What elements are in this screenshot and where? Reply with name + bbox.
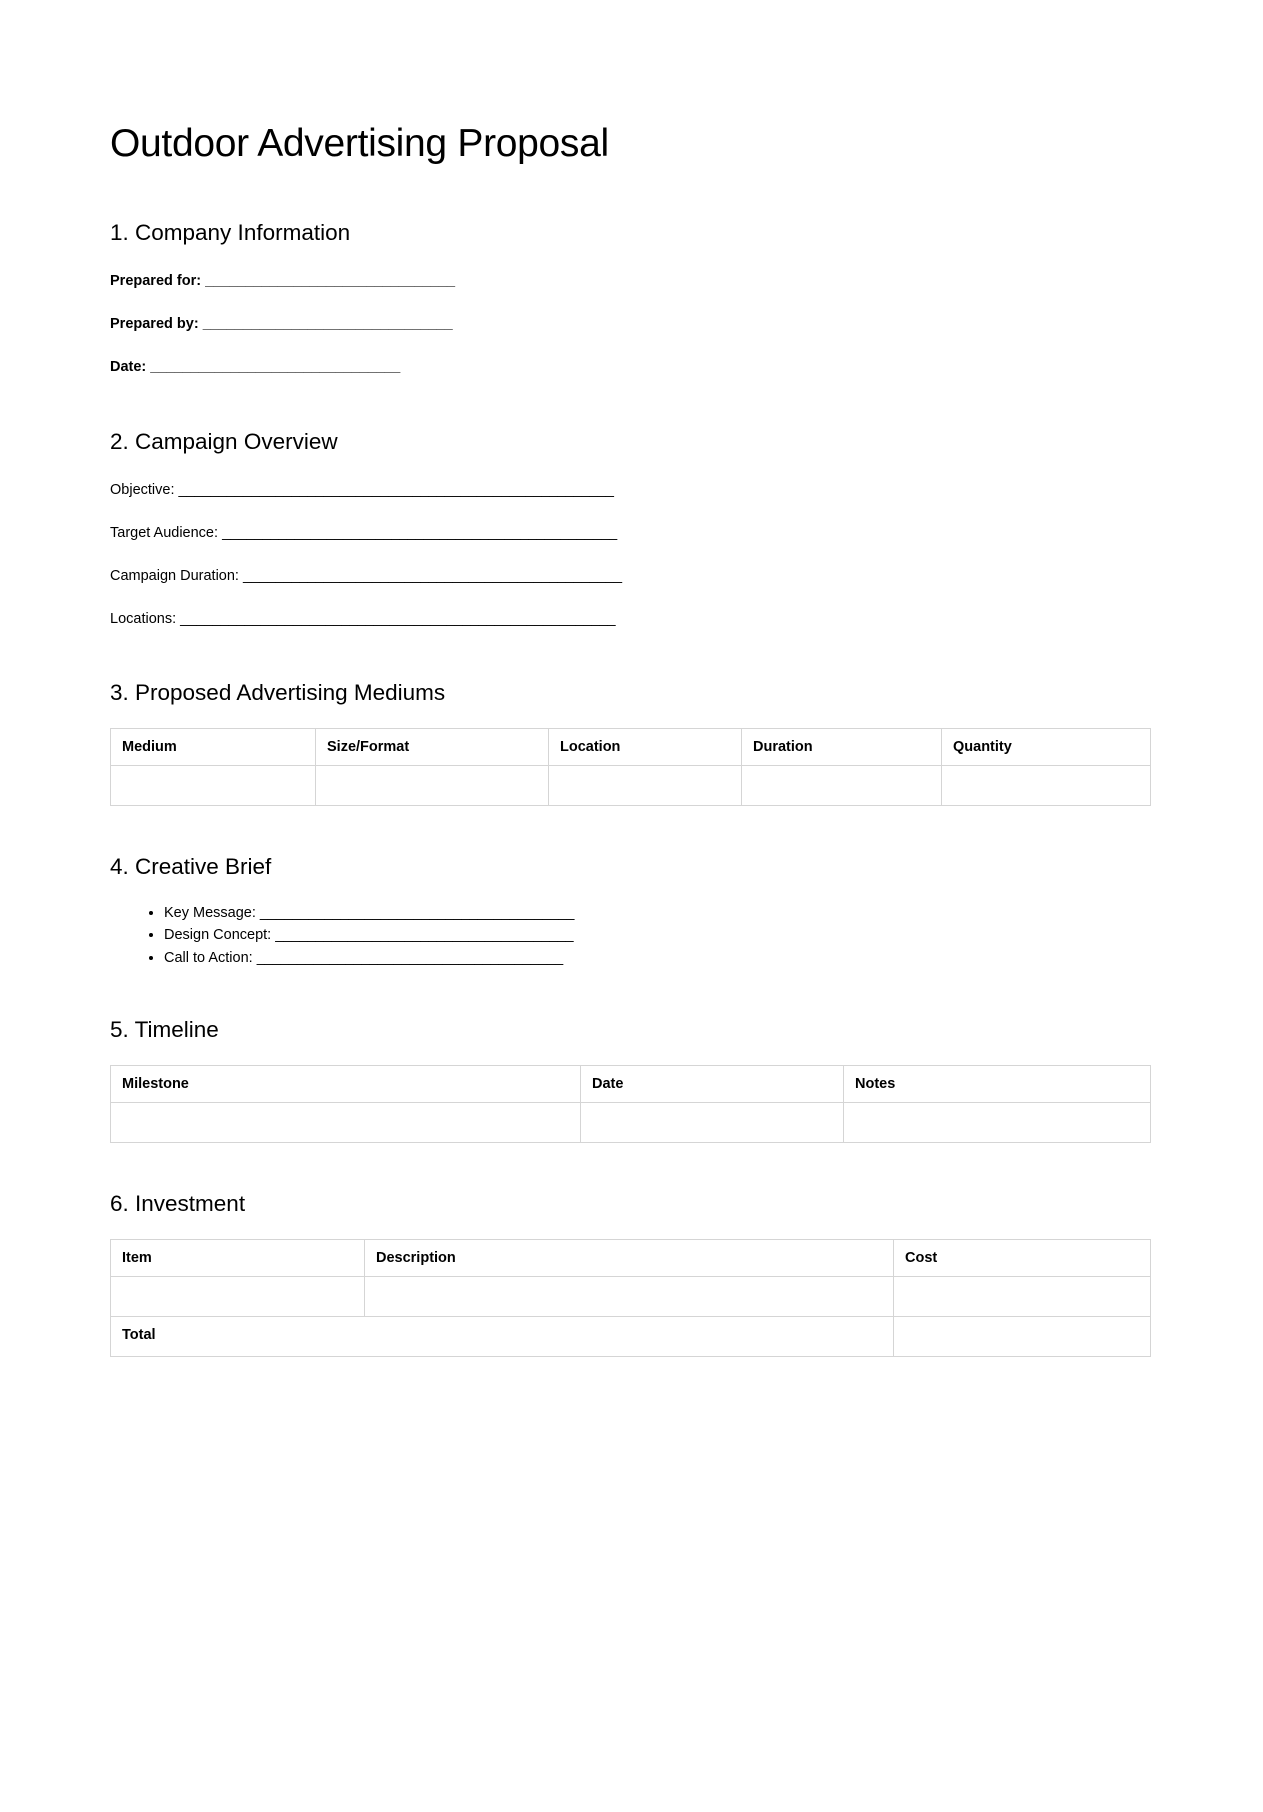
cell-location[interactable]	[549, 765, 742, 805]
mediums-table	[110, 728, 1151, 806]
cell-cost[interactable]	[894, 1277, 1151, 1317]
section-heading-company-information: 1. Company Information	[110, 219, 351, 245]
section-heading-creative-brief: 4. Creative Brief	[110, 853, 272, 879]
brief-label-design-concept: Design Concept:	[164, 927, 272, 944]
field-blank-target-audience[interactable]: _________________________________________________	[222, 525, 618, 542]
field-prepared-by	[110, 291, 1150, 334]
column-header-duration: Duration	[742, 728, 942, 765]
field-blank-prepared-for[interactable]: _______________________________	[205, 272, 456, 289]
field-date	[110, 334, 1150, 377]
brief-blank-design-concept[interactable]: _____________________________________	[275, 927, 574, 944]
timeline-table	[110, 1065, 1151, 1143]
column-header-notes: Notes	[844, 1066, 1151, 1103]
total-label: Total	[111, 1317, 894, 1357]
field-blank-prepared-by[interactable]: _______________________________	[202, 315, 453, 332]
cell-medium[interactable]	[111, 765, 316, 805]
column-header-date: Date	[581, 1066, 844, 1103]
section-heading-timeline: 5. Timeline	[110, 1017, 219, 1043]
field-blank-date[interactable]: _______________________________	[150, 358, 401, 375]
cell-item[interactable]	[111, 1277, 365, 1317]
table-header-row	[111, 1240, 1151, 1277]
section-heading-campaign-overview: 2. Campaign Overview	[110, 429, 338, 455]
field-label-prepared-by: Prepared by:	[110, 315, 199, 332]
investment-table	[110, 1239, 1151, 1357]
table-header-row	[111, 1066, 1151, 1103]
list-item	[164, 924, 1150, 946]
brief-label-key-message: Key Message:	[164, 904, 256, 921]
table-total-row	[111, 1317, 1151, 1357]
field-label-campaign-duration: Campaign Duration:	[110, 568, 239, 585]
column-header-milestone: Milestone	[111, 1066, 581, 1103]
cell-description[interactable]	[365, 1277, 894, 1317]
table-header-row	[111, 728, 1151, 765]
column-header-item: Item	[111, 1240, 365, 1277]
brief-label-call-to-action: Call to Action:	[164, 949, 253, 966]
field-blank-objective[interactable]: ______________________________________________________	[178, 482, 614, 499]
document-title: Outdoor Advertising Proposal	[110, 122, 609, 165]
field-label-objective: Objective:	[110, 482, 175, 499]
field-campaign-duration	[110, 543, 1150, 586]
field-blank-campaign-duration[interactable]: _______________________________________________	[243, 568, 623, 585]
column-header-size-format: Size/Format	[316, 728, 549, 765]
field-target-audience	[110, 500, 1150, 543]
column-header-cost: Cost	[894, 1240, 1151, 1277]
section-heading-proposed-advertising-mediums: 3. Proposed Advertising Mediums	[110, 679, 446, 705]
brief-blank-key-message[interactable]: _______________________________________	[259, 904, 575, 921]
column-header-quantity: Quantity	[942, 728, 1151, 765]
field-locations	[110, 586, 1150, 629]
cell-size-format[interactable]	[316, 765, 549, 805]
list-item	[164, 947, 1150, 969]
cell-notes[interactable]	[844, 1103, 1151, 1143]
field-blank-locations[interactable]: ______________________________________________________	[180, 610, 616, 627]
table-row	[111, 1277, 1151, 1317]
field-label-locations: Locations:	[110, 610, 177, 627]
field-objective	[110, 455, 1150, 500]
creative-brief-list	[110, 880, 1150, 969]
brief-blank-call-to-action[interactable]: ______________________________________	[256, 949, 564, 966]
cell-total-value[interactable]	[894, 1317, 1151, 1357]
field-prepared-for	[110, 246, 1150, 291]
field-label-target-audience: Target Audience:	[110, 525, 219, 542]
cell-duration[interactable]	[742, 765, 942, 805]
cell-quantity[interactable]	[942, 765, 1151, 805]
cell-milestone[interactable]	[111, 1103, 581, 1143]
page-content	[110, 0, 1150, 1357]
cell-date[interactable]	[581, 1103, 844, 1143]
field-label-date: Date:	[110, 358, 147, 375]
field-label-prepared-for: Prepared for:	[110, 272, 202, 289]
column-header-medium: Medium	[111, 728, 316, 765]
table-row	[111, 1103, 1151, 1143]
column-header-description: Description	[365, 1240, 894, 1277]
section-heading-investment: 6. Investment	[110, 1191, 246, 1217]
column-header-location: Location	[549, 728, 742, 765]
list-item	[164, 902, 1150, 924]
table-row	[111, 765, 1151, 805]
